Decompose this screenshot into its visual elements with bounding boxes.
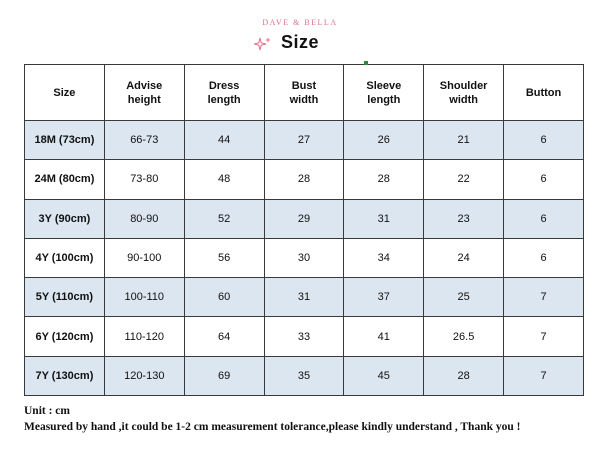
table-row — [25, 121, 584, 160]
advise-height-cell: 73-80 — [104, 160, 184, 199]
size-cell: 24M (80cm) — [25, 160, 105, 199]
shoulder-width-cell: 28 — [424, 356, 504, 395]
column-header-shoulder-width — [424, 65, 504, 121]
bust-width-cell: 30 — [264, 238, 344, 277]
corner-marker — [364, 61, 368, 65]
tolerance-note: Measured by hand ,it could be 1-2 cm measurement tolerance,please kindly understand , Thank you ! — [24, 421, 521, 433]
unit-note: Unit : cm — [24, 405, 70, 417]
bust-width-cell: 28 — [264, 160, 344, 199]
advise-height-cell: 120-130 — [104, 356, 184, 395]
column-header-sleeve-length — [344, 65, 424, 121]
advise-height-cell: 80-90 — [104, 199, 184, 238]
sleeve-length-cell: 37 — [344, 278, 424, 317]
button-cell: 7 — [504, 317, 584, 356]
sleeve-length-cell: 41 — [344, 317, 424, 356]
button-cell: 6 — [504, 238, 584, 277]
table-row — [25, 356, 584, 395]
dress-length-cell: 48 — [184, 160, 264, 199]
button-cell: 6 — [504, 160, 584, 199]
bust-width-cell: 33 — [264, 317, 344, 356]
size-cell: 18M (73cm) — [25, 121, 105, 160]
dress-length-cell: 44 — [184, 121, 264, 160]
size-cell: 7Y (130cm) — [25, 356, 105, 395]
sleeve-length-cell: 34 — [344, 238, 424, 277]
table-row — [25, 317, 584, 356]
size-table — [24, 64, 584, 396]
header — [0, 0, 600, 60]
shoulder-width-cell: 22 — [424, 160, 504, 199]
button-cell: 7 — [504, 278, 584, 317]
dress-length-cell: 60 — [184, 278, 264, 317]
shoulder-width-cell: 24 — [424, 238, 504, 277]
dress-length-cell: 69 — [184, 356, 264, 395]
size-cell: 4Y (100cm) — [25, 238, 105, 277]
button-cell: 6 — [504, 199, 584, 238]
shoulder-width-cell: 26.5 — [424, 317, 504, 356]
page-title: Size — [280, 32, 320, 52]
advise-height-cell: 100-110 — [104, 278, 184, 317]
table-row — [25, 238, 584, 277]
sleeve-length-cell: 31 — [344, 199, 424, 238]
dress-length-cell: 56 — [184, 238, 264, 277]
sleeve-length-cell: 45 — [344, 356, 424, 395]
column-header-label: Advise height — [126, 79, 163, 106]
dress-length-cell: 52 — [184, 199, 264, 238]
table-row — [25, 199, 584, 238]
table-row — [25, 160, 584, 199]
size-cell: 5Y (110cm) — [25, 278, 105, 317]
column-header-size: Size — [25, 65, 105, 121]
bust-width-cell: 35 — [264, 356, 344, 395]
advise-height-cell: 110-120 — [104, 317, 184, 356]
column-header-label: Sleeve length — [366, 79, 402, 106]
table-header-row — [25, 65, 584, 121]
column-header-label: Bust width — [289, 79, 319, 106]
advise-height-cell: 66-73 — [104, 121, 184, 160]
bust-width-cell: 29 — [264, 199, 344, 238]
column-header-bust-width — [264, 65, 344, 121]
advise-height-cell: 90-100 — [104, 238, 184, 277]
column-header-label: Dress length — [207, 79, 241, 106]
bust-width-cell: 31 — [264, 278, 344, 317]
brand-name: DAVE & BELLA — [262, 18, 338, 27]
sleeve-length-cell: 26 — [344, 121, 424, 160]
column-header-dress-length — [184, 65, 264, 121]
title-row — [0, 32, 600, 53]
shoulder-width-cell: 25 — [424, 278, 504, 317]
button-cell: 6 — [504, 121, 584, 160]
dress-length-cell: 64 — [184, 317, 264, 356]
shoulder-width-cell: 23 — [424, 199, 504, 238]
button-cell: 7 — [504, 356, 584, 395]
bust-width-cell: 27 — [264, 121, 344, 160]
column-header-label: Shoulder width — [439, 79, 488, 106]
sleeve-length-cell: 28 — [344, 160, 424, 199]
shoulder-width-cell: 21 — [424, 121, 504, 160]
column-header-button: Button — [504, 65, 584, 121]
table-row — [25, 278, 584, 317]
size-cell: 6Y (120cm) — [25, 317, 105, 356]
size-cell: 3Y (90cm) — [25, 199, 105, 238]
footer-notes — [24, 403, 594, 435]
column-header-advise-height — [104, 65, 184, 121]
